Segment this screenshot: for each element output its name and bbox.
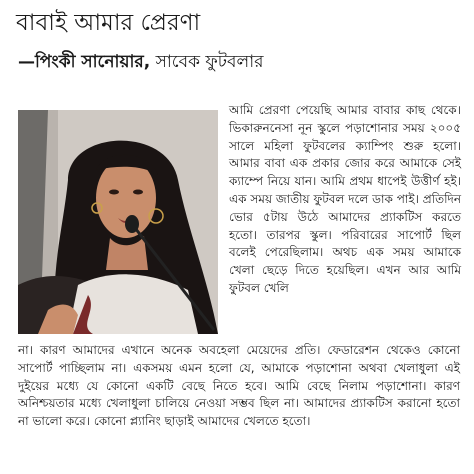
byline-role: সাবেক ফুটবলার xyxy=(155,52,264,72)
byline xyxy=(18,50,458,74)
body-paragraph-full: না। কারণ আমাদের এখানে অনেক অবহেলা মেয়েদের প্রতি। ফেডারেশন থেকেও কোনো সাপোর্ট পাচ্ছিলাম না। একসময় এমন হলো যে, আমাকে পড়াশোনা অথবা খেলাধুলা এই দুইয়ের মধ্যে যে কোনো একটি বেছে নিতে হবে। আমি বেছে নিলাম পড়াশোনা। কারণ অনিশ্চয়তার মধ্যে খেলাধুলা চালিয়ে নেওয়া সম্ভব ছিল না। আমাদের প্র্যাকটিস করানো হতো না ভালো করে। কোনো প্ল্যানিং ছাড়াই আমাদের খেলতে হতো। xyxy=(18,343,460,429)
body-paragraph-column: আমি প্রেরণা পেয়েছি আমার বাবার কাছ থেকে। ভিকারুননেসা নূন স্কুলে পড়াশোনার সময় ২০০৫ সালে মহিলা ফুটবলের ক্যাম্পিং শুরু হলো। আমার বাবা এক প্রকার জোর করে আমাকে সেই ক্যাম্পে নিয়ে যান। আমি প্রথম ধাপেই উত্তীর্ণ হই। এক সময় জাতীয় ফুটবল দলে ডাক পাই। প্রতিদিন ভোর ৫টায় উঠে আমাদের প্র্যাকটিস করতে হতো। তারপর স্কুল। পরিবারের সাপোর্ট ছিল বলেই পেরেছিলাম। অথচ এক সময় আমাকে খেলা ছেড়ে দিতে হয়েছিল। এখন আর আমি ফুটবল খেলি xyxy=(229,103,461,295)
byline-name: —পিংকী সানোয়ার, xyxy=(18,52,151,72)
portrait-photo xyxy=(18,110,218,334)
article-body-full xyxy=(18,342,460,431)
headline: বাবাই আমার প্রেরণা xyxy=(16,10,201,36)
article-body-column xyxy=(229,102,461,298)
